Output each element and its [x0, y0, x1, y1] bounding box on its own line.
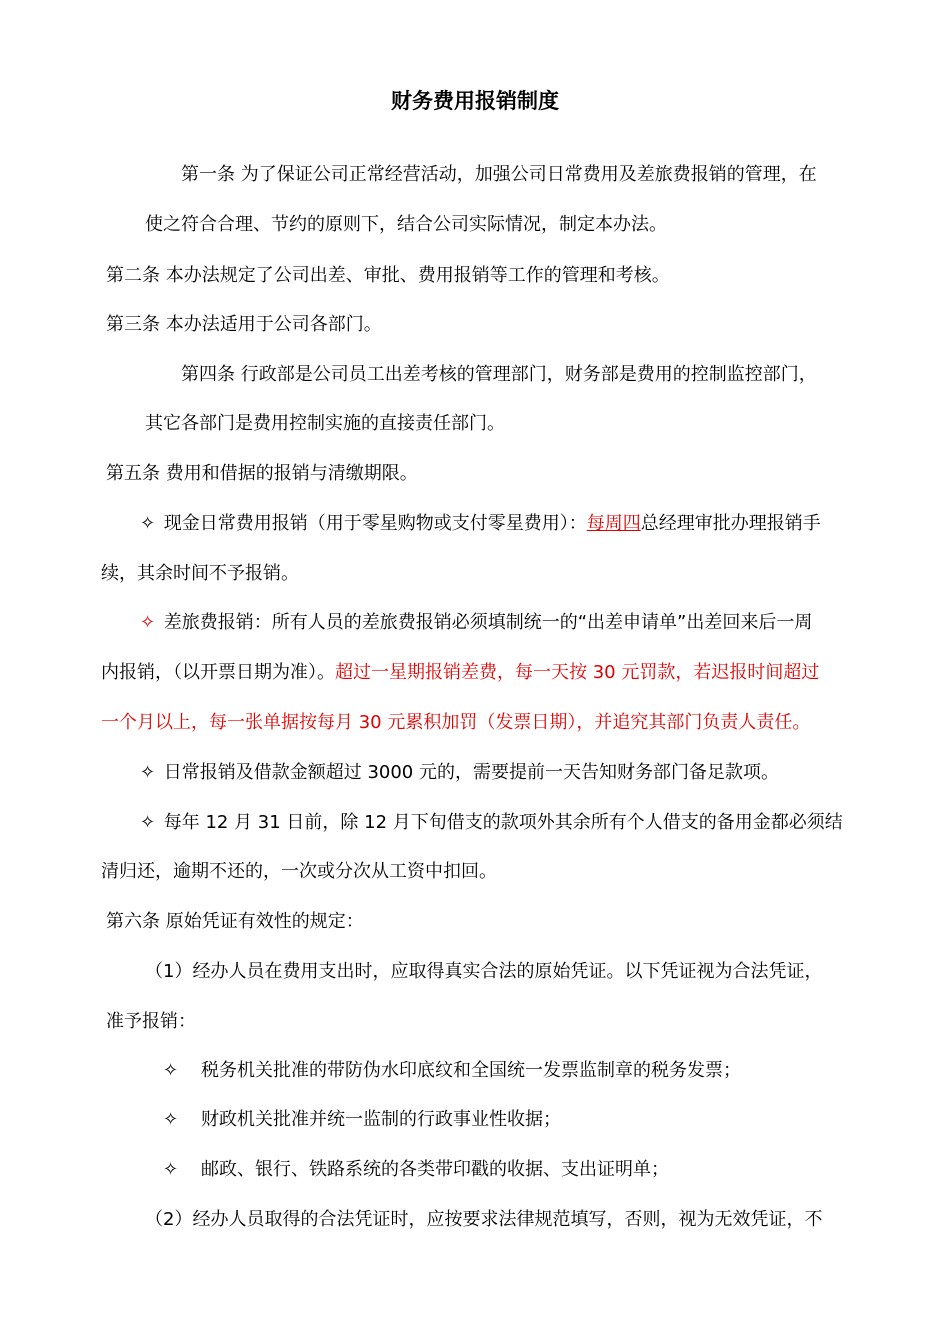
large-amount-text: 日常报销及借款金额超过 3000 元的，需要提前一天告知财务部门备足款项。	[163, 762, 779, 783]
article-5: 第五条 费用和借据的报销与清缴期限。	[106, 463, 418, 484]
paragraph-2-line-1: （2）经办人员取得的合法凭证时，应按要求法律规范填写，否则，视为无效凭证，不	[145, 1209, 823, 1230]
bullet-icon: ✧	[140, 612, 156, 633]
cash-reimbursement-text: 现金日常费用报销（用于零星购物或支付零星费用）：	[163, 513, 587, 534]
bullet-travel-expense-line-2	[101, 661, 819, 685]
document-title: 财务费用报销制度	[391, 89, 559, 113]
year-end-text: 每年 12 月 31 日前，除 12 月下旬借支的款项外其余所有个人借支的备用金都必须结	[163, 812, 843, 833]
bullet-tax-invoice	[163, 1059, 741, 1083]
penalty-highlight: 超过一星期报销差费，每一天按 30 元罚款，若迟报时间超过	[335, 662, 820, 683]
bullet-icon: ✧	[163, 1060, 179, 1081]
article-4-line-1: 第四条 行政部是公司员工出差考核的管理部门，财务部是费用的控制监控部门，	[181, 364, 817, 385]
postal-bank-rail-text: 邮政、银行、铁路系统的各类带印戳的收据、支出证明单；	[201, 1159, 669, 1180]
article-1-line-2: 使之符合合理、节约的原则下，结合公司实际情况，制定本办法。	[145, 214, 667, 235]
article-2: 第二条 本办法规定了公司出差、审批、费用报销等工作的管理和考核。	[106, 265, 670, 286]
bullet-icon: ✧	[163, 1109, 179, 1130]
bullet-postal-bank-rail	[163, 1158, 669, 1182]
bullet-large-amount	[140, 761, 779, 785]
bullet-icon: ✧	[140, 513, 156, 534]
bullet-fiscal-receipt	[163, 1108, 561, 1132]
paragraph-1-line-1: （1）经办人员在费用支出时，应取得真实合法的原始凭证。以下凭证视为合法凭证，	[145, 961, 823, 982]
travel-expense-text: 内报销，（以开票日期为准）。	[101, 662, 335, 683]
bullet-icon: ✧	[163, 1159, 179, 1180]
bullet-year-end-line-2: 清归还，逾期不还的，一次或分次从工资中扣回。	[101, 861, 497, 882]
article-4-line-2: 其它各部门是费用控制实施的直接责任部门。	[145, 413, 505, 434]
tax-invoice-text: 税务机关批准的带防伪水印底纹和全国统一发票监制章的税务发票；	[201, 1060, 741, 1081]
bullet-icon: ✧	[140, 812, 156, 833]
bullet-icon: ✧	[140, 762, 156, 783]
article-1-line-1: 第一条 为了保证公司正常经营活动，加强公司日常费用及差旅费报销的管理，在	[181, 164, 817, 185]
bullet-cash-reimbursement-line-1	[140, 512, 821, 536]
travel-expense-text: 差旅费报销：所有人员的差旅费报销必须填制统一的“出差申请单”出差回来后一周	[163, 612, 813, 633]
bullet-travel-expense-line-3: 一个月以上，每一张单据按每月 30 元累积加罚（发票日期），并追究其部门负责人责任。	[101, 712, 811, 733]
every-thursday-highlight: 每周四	[586, 513, 641, 534]
fiscal-receipt-text: 财政机关批准并统一监制的行政事业性收据；	[201, 1109, 561, 1130]
cash-reimbursement-text-cont: 总经理审批办理报销手	[640, 513, 821, 534]
paragraph-1-line-2: 准予报销：	[106, 1011, 196, 1032]
bullet-travel-expense-line-1	[140, 611, 812, 635]
bullet-year-end-line-1	[140, 811, 843, 835]
article-3: 第三条 本办法适用于公司各部门。	[106, 314, 382, 335]
bullet-cash-reimbursement-line-2: 续，其余时间不予报销。	[101, 563, 299, 584]
article-6: 第六条 原始凭证有效性的规定：	[106, 911, 364, 932]
